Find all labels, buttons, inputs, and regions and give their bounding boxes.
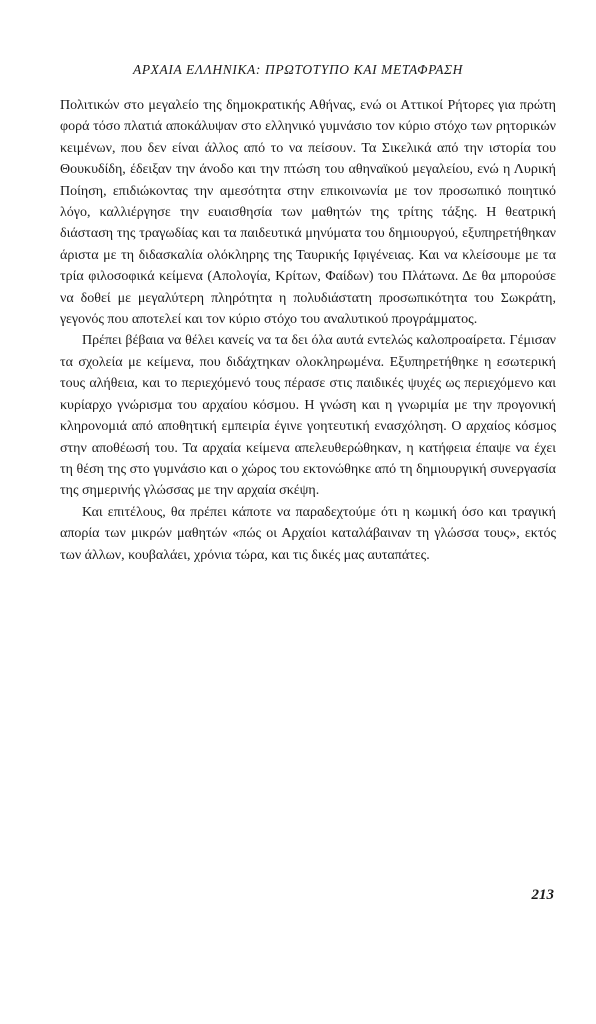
paragraph-3: Και επιτέλους, θα πρέπει κάποτε να παραδεχτούμε ότι η κωμική όσο και τραγική απορία των μικρών μαθητών «πώς οι Αρχαίοι καταλάβαιναν τη γλώσσα τους», εκτός των άλλων, κουβαλάει, χρόνια τώρα, και τις δικές μας αυταπάτες. [60,504,556,563]
running-head: ΑΡΧΑΙΑ ΕΛΛΗΝΙΚΑ: ΠΡΩΤΟΤΥΠΟ ΚΑΙ ΜΕΤΑΦΡΑΣΗ [132,62,464,77]
body-text [60,95,556,566]
paragraph-2: Πρέπει βέβαια να θέλει κανείς να τα δει όλα αυτά εντελώς καλοπροαίρετα. Γέμισαν τα σχολεία με κείμενα, που διδάχτηκαν ολοκληρωμένα. Εξυπηρετήθηκε η εσωτερική τους αλήθεια, και το περιεχόμενό τους πέρασε στις παιδικές ψυχές ως περιεχόμενο και κυρίαρχο γνώρισμα του αρχαίου κόσμου. Η γνώση και η γνωριμία με την προγονική κληρονομιά από αποθητική εμπειρία έγινε γοητευτική ενασχόληση. Ο αρχαίος κόσμος στην αποθέωσή του. Τα αρχαία κείμενα απελευθερώθηκαν, η κατήφεια έπαψε να έχει τη θέση της στο γυμνάσιο και ο χώρος του εκτονώθηκε από τη δημιουργική συνεργασία της σημερινής γλώσσας με την αρχαία σκέψη. [60,333,556,499]
paragraph-1: Πολιτικών στο μεγαλείο της δημοκρατικής Αθήνας, ενώ οι Αττικοί Ρήτορες για πρώτη φορά τόσο πλατιά αποκάλυψαν στο ελληνικό γυμνάσιο τον κύριο στόχο των ρητορικών κειμένων, που δεν είναι άλλος από το να πείσουν. Τα Σικελικά από την ιστορία του Θουκυδίδη, έδειξαν την άνοδο και την πτώση του αθηναϊκού μεγαλείου, ενώ η Λυρική Ποίηση, επιδιώκοντας την αμεσότητα στην επικοινωνία με τον προσωπικό ποιητικό λόγο, καλλιέργησε την ευαισθησία των μαθητών της τρίτης τάξης. Η θεατρική διάσταση της τραγωδίας και τα παιδευτικά μηνύματα του δημιουργού, εξυπηρετήθηκαν άριστα με τη διδασκαλία ολόκληρης της Ταυρικής Ιφιγένειας. Και να κλείσουμε με τα τρία φιλοσοφικά κείμενα (Απολογία, Κρίτων, Φαίδων) του Πλάτωνα. Δε θα μπορούσε να δοθεί με μεγαλύτερη πληρότητα η πολυδιάστατη προσωπικότητα του Σωκράτη, γεγονός που αποτελεί και τον κύριο στόχο του αναλυτικού προγράμματος. [60,98,556,328]
page-number: 213 [531,887,554,903]
